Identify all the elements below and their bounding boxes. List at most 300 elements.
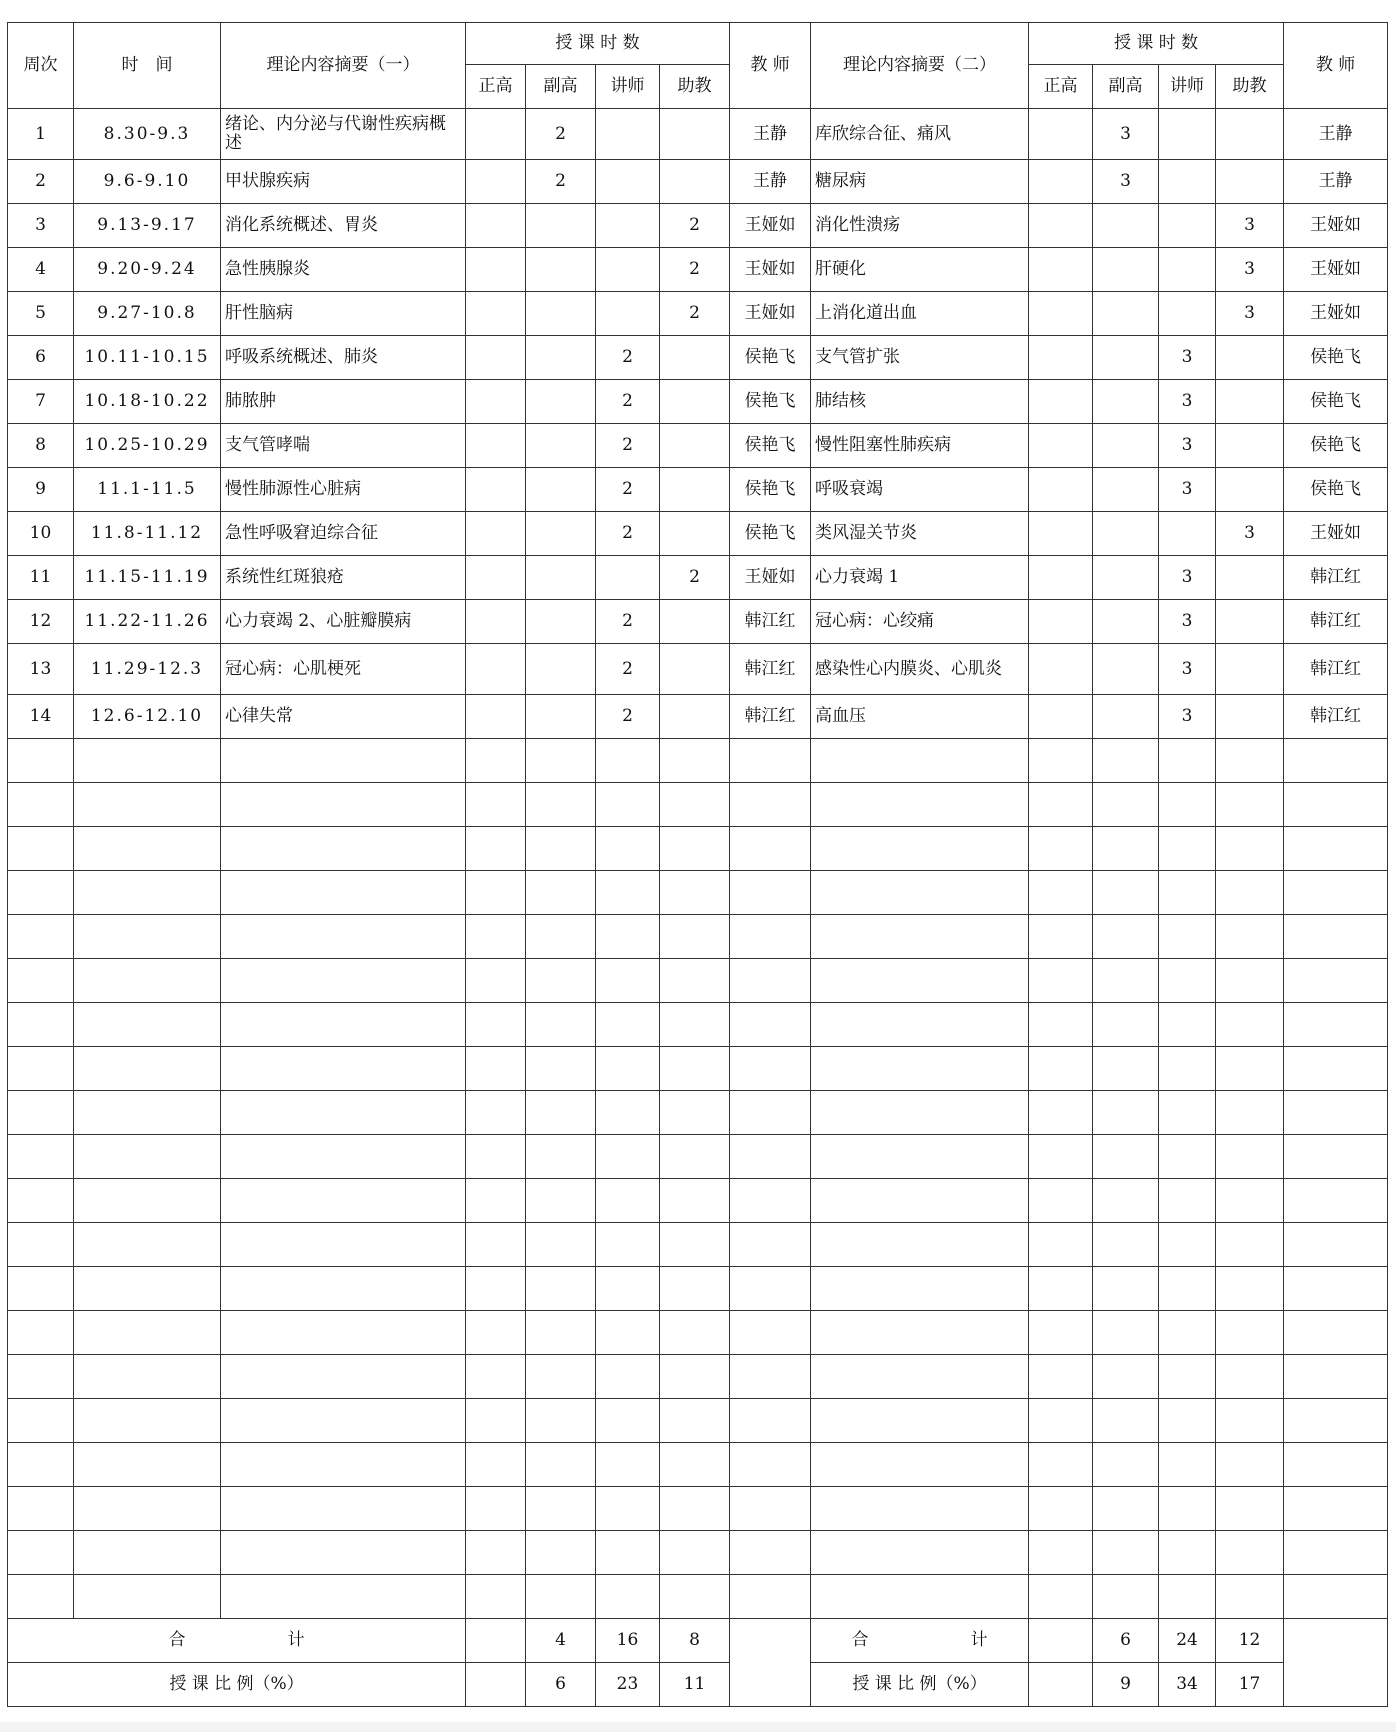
hours1-cell: 2: [596, 336, 660, 380]
empty-cell: [466, 1267, 526, 1311]
empty-cell: [1159, 1179, 1216, 1223]
hours2-cell: 3: [1159, 336, 1216, 380]
empty-cell: [1216, 959, 1284, 1003]
empty-row: [8, 1531, 1388, 1575]
empty-cell: [221, 1091, 466, 1135]
hours2-cell: 3: [1216, 204, 1284, 248]
empty-cell: [526, 1047, 596, 1091]
totals1-cell: 4: [526, 1619, 596, 1663]
empty-cell: [526, 1091, 596, 1135]
empty-cell: [596, 1223, 660, 1267]
empty-cell: [660, 871, 730, 915]
empty-cell: [1093, 783, 1159, 827]
empty-cell: [8, 1047, 74, 1091]
hours1-cell: [526, 468, 596, 512]
hours1-cell: 2: [660, 292, 730, 336]
empty-cell: [74, 1223, 221, 1267]
hours1-cell: [466, 512, 526, 556]
totals-label-2: 合 计: [811, 1619, 1029, 1663]
hours2-cell: 3: [1093, 160, 1159, 204]
table-row: [8, 512, 1388, 556]
empty-cell: [8, 1487, 74, 1531]
hours1-cell: [596, 160, 660, 204]
empty-cell: [1093, 915, 1159, 959]
empty-cell: [596, 1487, 660, 1531]
hours1-cell: [660, 160, 730, 204]
empty-cell: [1029, 1311, 1093, 1355]
ratio1-cell: 6: [526, 1663, 596, 1707]
hours1-cell: [466, 600, 526, 644]
empty-cell: [221, 959, 466, 1003]
empty-cell: [596, 1355, 660, 1399]
week-cell: 9: [8, 468, 74, 512]
time-cell: 9.27-10.8: [74, 292, 221, 336]
hours2-cell: [1093, 468, 1159, 512]
empty-cell: [596, 1267, 660, 1311]
empty-cell: [1029, 1091, 1093, 1135]
empty-row: [8, 739, 1388, 783]
hours2-cell: [1159, 204, 1216, 248]
empty-cell: [1093, 1575, 1159, 1619]
empty-cell: [1093, 1487, 1159, 1531]
hours1-cell: [660, 424, 730, 468]
empty-cell: [221, 1355, 466, 1399]
hours1-cell: [466, 695, 526, 739]
hours2-cell: [1093, 512, 1159, 556]
empty-cell: [730, 1487, 811, 1531]
empty-cell: [1029, 1047, 1093, 1091]
empty-cell: [811, 1575, 1029, 1619]
empty-cell: [660, 783, 730, 827]
empty-cell: [730, 1443, 811, 1487]
content1-cell: 冠心病：心肌梗死: [221, 644, 466, 695]
empty-cell: [526, 783, 596, 827]
hours2-cell: 3: [1216, 512, 1284, 556]
empty-cell: [1216, 871, 1284, 915]
empty-cell: [596, 959, 660, 1003]
empty-cell: [1029, 1135, 1093, 1179]
empty-cell: [660, 1003, 730, 1047]
time-cell: 12.6-12.10: [74, 695, 221, 739]
empty-cell: [526, 1135, 596, 1179]
empty-cell: [596, 1091, 660, 1135]
hours2-cell: [1216, 380, 1284, 424]
empty-cell: [1284, 959, 1388, 1003]
teacher2-cell: 王静: [1284, 109, 1388, 160]
empty-cell: [74, 827, 221, 871]
content2-cell: 肺结核: [811, 380, 1029, 424]
teacher1-cell: 王娅如: [730, 292, 811, 336]
totals-teacher1-blank: [730, 1619, 811, 1707]
empty-cell: [466, 1047, 526, 1091]
hours2-cell: 3: [1159, 556, 1216, 600]
empty-cell: [221, 1003, 466, 1047]
content2-cell: 肝硬化: [811, 248, 1029, 292]
empty-cell: [1159, 1487, 1216, 1531]
empty-cell: [8, 1399, 74, 1443]
empty-cell: [1159, 1267, 1216, 1311]
content2-cell: 上消化道出血: [811, 292, 1029, 336]
hours1-cell: [660, 644, 730, 695]
empty-cell: [466, 827, 526, 871]
teacher1-cell: 王静: [730, 109, 811, 160]
hours2-cell: [1216, 424, 1284, 468]
hours2-cell: [1029, 204, 1093, 248]
empty-row: [8, 1267, 1388, 1311]
empty-row: [8, 1355, 1388, 1399]
empty-cell: [526, 871, 596, 915]
empty-cell: [8, 871, 74, 915]
hours1-cell: [596, 109, 660, 160]
empty-cell: [596, 739, 660, 783]
rank-header-assistant: 助教: [1216, 65, 1284, 109]
empty-cell: [1029, 1575, 1093, 1619]
hours2-cell: [1216, 109, 1284, 160]
empty-cell: [1216, 1311, 1284, 1355]
empty-cell: [730, 1223, 811, 1267]
hours1-cell: 2: [660, 204, 730, 248]
rank-header-assistant: 助教: [660, 65, 730, 109]
empty-cell: [811, 1091, 1029, 1135]
empty-cell: [811, 1179, 1029, 1223]
empty-cell: [221, 1399, 466, 1443]
empty-cell: [1159, 1047, 1216, 1091]
empty-cell: [8, 739, 74, 783]
empty-cell: [811, 1487, 1029, 1531]
hours2-cell: [1093, 556, 1159, 600]
empty-cell: [1284, 1135, 1388, 1179]
empty-cell: [1159, 827, 1216, 871]
hours1-cell: [466, 424, 526, 468]
empty-cell: [730, 783, 811, 827]
hours1-cell: [526, 424, 596, 468]
empty-cell: [1284, 1531, 1388, 1575]
empty-cell: [596, 1399, 660, 1443]
hours2-cell: [1093, 292, 1159, 336]
ratio1-cell: [466, 1663, 526, 1707]
empty-cell: [811, 1443, 1029, 1487]
teacher2-cell: 侯艳飞: [1284, 336, 1388, 380]
empty-cell: [1216, 1575, 1284, 1619]
empty-cell: [596, 1179, 660, 1223]
teacher1-cell: 侯艳飞: [730, 380, 811, 424]
empty-cell: [466, 1311, 526, 1355]
empty-cell: [466, 871, 526, 915]
teacher1-cell: 侯艳飞: [730, 424, 811, 468]
totals2-cell: 24: [1159, 1619, 1216, 1663]
empty-cell: [596, 827, 660, 871]
empty-cell: [596, 1531, 660, 1575]
empty-cell: [526, 1575, 596, 1619]
hours2-cell: [1029, 380, 1093, 424]
hours1-cell: 2: [596, 380, 660, 424]
hours1-group-header: 授 课 时 数: [466, 23, 730, 65]
teacher1-header: 教 师: [730, 23, 811, 109]
week-cell: 1: [8, 109, 74, 160]
empty-cell: [1159, 915, 1216, 959]
empty-cell: [1159, 871, 1216, 915]
teacher1-cell: 韩江红: [730, 695, 811, 739]
empty-cell: [660, 915, 730, 959]
table-row: [8, 160, 1388, 204]
rank-header-lecturer: 讲师: [1159, 65, 1216, 109]
hours1-cell: [660, 109, 730, 160]
content1-cell: 肝性脑病: [221, 292, 466, 336]
hours1-cell: [526, 248, 596, 292]
teacher2-cell: 王娅如: [1284, 292, 1388, 336]
empty-cell: [1029, 871, 1093, 915]
hours1-cell: 2: [660, 556, 730, 600]
hours1-cell: [660, 380, 730, 424]
content2-cell: 感染性心内膜炎、心肌炎: [811, 644, 1029, 695]
empty-cell: [74, 1575, 221, 1619]
content2-cell: 慢性阻塞性肺疾病: [811, 424, 1029, 468]
week-cell: 4: [8, 248, 74, 292]
content2-cell: 高血压: [811, 695, 1029, 739]
teacher2-cell: 韩江红: [1284, 600, 1388, 644]
empty-row: [8, 1135, 1388, 1179]
ratio2-cell: 17: [1216, 1663, 1284, 1707]
empty-cell: [466, 1487, 526, 1531]
empty-cell: [1216, 1223, 1284, 1267]
empty-row: [8, 1047, 1388, 1091]
hours1-cell: 2: [526, 160, 596, 204]
empty-cell: [466, 1531, 526, 1575]
rank-header-associate: 副高: [526, 65, 596, 109]
empty-cell: [74, 1267, 221, 1311]
page-bottom-band: [0, 1722, 1396, 1732]
empty-row: [8, 1003, 1388, 1047]
week-cell: 13: [8, 644, 74, 695]
empty-cell: [526, 915, 596, 959]
content1-cell: 肺脓肿: [221, 380, 466, 424]
empty-cell: [1284, 1223, 1388, 1267]
empty-cell: [466, 1355, 526, 1399]
totals-label: 合 计: [8, 1619, 466, 1663]
hours1-cell: [596, 204, 660, 248]
content1-cell: 急性呼吸窘迫综合征: [221, 512, 466, 556]
empty-cell: [221, 871, 466, 915]
empty-cell: [1284, 1575, 1388, 1619]
hours2-cell: [1159, 109, 1216, 160]
hours1-cell: [660, 512, 730, 556]
rank-header-lecturer: 讲师: [596, 65, 660, 109]
hours2-cell: [1029, 336, 1093, 380]
content1-cell: 慢性肺源性心脏病: [221, 468, 466, 512]
content1-header: 理论内容摘要（一）: [221, 23, 466, 109]
empty-cell: [730, 1091, 811, 1135]
empty-cell: [596, 1575, 660, 1619]
teacher2-cell: 韩江红: [1284, 644, 1388, 695]
hours2-cell: [1029, 556, 1093, 600]
week-cell: 14: [8, 695, 74, 739]
empty-cell: [221, 739, 466, 783]
empty-cell: [1284, 739, 1388, 783]
empty-cell: [8, 827, 74, 871]
header-row-1: [8, 23, 1388, 65]
empty-cell: [221, 1267, 466, 1311]
content2-header: 理论内容摘要（二）: [811, 23, 1029, 109]
hours1-cell: 2: [596, 644, 660, 695]
hours2-cell: 3: [1159, 695, 1216, 739]
empty-cell: [1093, 1223, 1159, 1267]
empty-cell: [526, 1003, 596, 1047]
empty-cell: [1216, 1531, 1284, 1575]
empty-cell: [1284, 1091, 1388, 1135]
hours1-cell: [596, 292, 660, 336]
hours2-cell: [1029, 248, 1093, 292]
empty-row: [8, 1311, 1388, 1355]
empty-cell: [1216, 915, 1284, 959]
empty-cell: [1029, 1223, 1093, 1267]
empty-cell: [221, 1575, 466, 1619]
empty-cell: [466, 1443, 526, 1487]
empty-cell: [8, 1531, 74, 1575]
empty-cell: [221, 1443, 466, 1487]
empty-cell: [1159, 1223, 1216, 1267]
hours1-cell: [526, 336, 596, 380]
hours2-cell: [1029, 695, 1093, 739]
empty-cell: [730, 739, 811, 783]
hours2-cell: [1159, 292, 1216, 336]
empty-cell: [660, 1355, 730, 1399]
empty-cell: [1093, 1047, 1159, 1091]
empty-cell: [811, 915, 1029, 959]
empty-cell: [1093, 1091, 1159, 1135]
hours2-cell: [1216, 600, 1284, 644]
empty-cell: [74, 1091, 221, 1135]
hours2-cell: 3: [1216, 292, 1284, 336]
empty-cell: [660, 1531, 730, 1575]
empty-cell: [526, 1399, 596, 1443]
empty-cell: [1216, 1355, 1284, 1399]
empty-cell: [660, 1267, 730, 1311]
empty-cell: [811, 1311, 1029, 1355]
empty-cell: [1284, 827, 1388, 871]
empty-row: [8, 1091, 1388, 1135]
content2-cell: 糖尿病: [811, 160, 1029, 204]
table-row: [8, 556, 1388, 600]
empty-cell: [1093, 1531, 1159, 1575]
hours1-cell: [466, 160, 526, 204]
hours1-cell: [526, 380, 596, 424]
empty-cell: [526, 1267, 596, 1311]
hours1-cell: [466, 644, 526, 695]
teacher1-cell: 王娅如: [730, 248, 811, 292]
empty-cell: [526, 827, 596, 871]
totals1-cell: 8: [660, 1619, 730, 1663]
hours1-cell: [526, 695, 596, 739]
empty-cell: [466, 1223, 526, 1267]
hours2-cell: [1216, 695, 1284, 739]
table-row: [8, 292, 1388, 336]
empty-cell: [1284, 783, 1388, 827]
teacher2-cell: 王娅如: [1284, 204, 1388, 248]
empty-cell: [8, 1091, 74, 1135]
empty-cell: [8, 783, 74, 827]
empty-cell: [730, 1047, 811, 1091]
empty-cell: [221, 1531, 466, 1575]
empty-cell: [660, 1311, 730, 1355]
empty-cell: [1159, 1399, 1216, 1443]
empty-cell: [8, 959, 74, 1003]
empty-cell: [811, 1047, 1029, 1091]
table-row: [8, 248, 1388, 292]
ratio2-cell: [1029, 1663, 1093, 1707]
teacher1-cell: 侯艳飞: [730, 468, 811, 512]
empty-cell: [1029, 959, 1093, 1003]
empty-cell: [74, 1135, 221, 1179]
hours2-cell: [1029, 109, 1093, 160]
empty-cell: [811, 739, 1029, 783]
teacher2-cell: 韩江红: [1284, 695, 1388, 739]
empty-cell: [8, 1311, 74, 1355]
empty-cell: [1284, 1047, 1388, 1091]
empty-cell: [1093, 1443, 1159, 1487]
hours2-cell: 3: [1216, 248, 1284, 292]
empty-cell: [1159, 1575, 1216, 1619]
time-header: 时 间: [74, 23, 221, 109]
hours2-cell: [1093, 248, 1159, 292]
empty-cell: [660, 1223, 730, 1267]
hours2-cell: 3: [1159, 644, 1216, 695]
empty-cell: [1216, 1443, 1284, 1487]
empty-cell: [526, 959, 596, 1003]
time-cell: 10.11-10.15: [74, 336, 221, 380]
hours2-cell: [1216, 644, 1284, 695]
empty-cell: [1093, 827, 1159, 871]
empty-cell: [596, 1047, 660, 1091]
empty-cell: [1284, 1003, 1388, 1047]
teacher2-cell: 韩江红: [1284, 556, 1388, 600]
teacher2-cell: 侯艳飞: [1284, 468, 1388, 512]
empty-cell: [1029, 1003, 1093, 1047]
ratio2-cell: 34: [1159, 1663, 1216, 1707]
empty-cell: [1029, 1443, 1093, 1487]
empty-cell: [660, 739, 730, 783]
empty-cell: [1284, 1443, 1388, 1487]
empty-cell: [811, 1223, 1029, 1267]
empty-cell: [660, 959, 730, 1003]
empty-row: [8, 1399, 1388, 1443]
time-cell: 11.22-11.26: [74, 600, 221, 644]
hours1-cell: [526, 512, 596, 556]
empty-cell: [596, 1135, 660, 1179]
content1-cell: 绪论、内分泌与代谢性疾病概述: [221, 109, 466, 160]
hours2-cell: [1159, 160, 1216, 204]
hours2-cell: [1029, 160, 1093, 204]
empty-cell: [730, 1311, 811, 1355]
rank-header-senior: 正高: [466, 65, 526, 109]
empty-cell: [730, 871, 811, 915]
week-cell: 7: [8, 380, 74, 424]
empty-cell: [1284, 915, 1388, 959]
empty-cell: [1093, 959, 1159, 1003]
empty-cell: [730, 915, 811, 959]
empty-row: [8, 1223, 1388, 1267]
hours2-group-header: 授 课 时 数: [1029, 23, 1284, 65]
empty-cell: [74, 959, 221, 1003]
week-cell: 6: [8, 336, 74, 380]
empty-cell: [526, 1179, 596, 1223]
empty-cell: [74, 783, 221, 827]
hours2-cell: [1029, 644, 1093, 695]
empty-cell: [74, 1047, 221, 1091]
table-row: [8, 600, 1388, 644]
hours1-cell: [526, 292, 596, 336]
teacher2-cell: 侯艳飞: [1284, 424, 1388, 468]
empty-cell: [660, 827, 730, 871]
